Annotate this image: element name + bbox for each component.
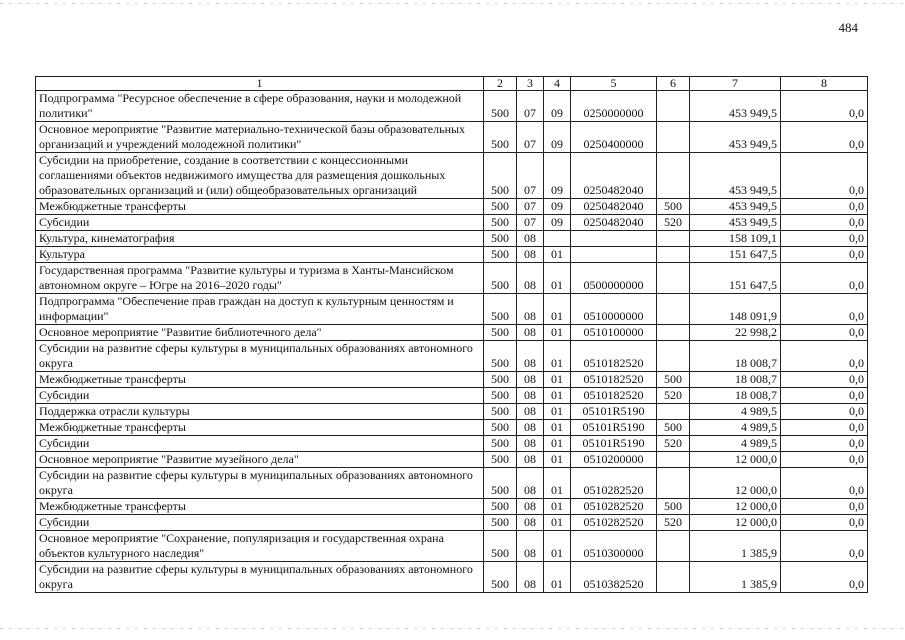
table-cell-col-8: 0,0	[781, 468, 868, 499]
table-row	[36, 468, 868, 499]
table-cell-col-5	[571, 247, 657, 263]
table-cell-col-8: 0,0	[781, 153, 868, 199]
table-cell-col-5: 0510000000	[571, 294, 657, 325]
table-cell-col-3: 08	[517, 562, 544, 593]
table-cell-col-2: 500	[484, 468, 517, 499]
table-cell-col-5: 0510300000	[571, 531, 657, 562]
table-cell-col-3: 08	[517, 341, 544, 372]
table-cell-col-7: 158 109,1	[690, 231, 781, 247]
table-cell-col-3: 08	[517, 247, 544, 263]
table-cell-col-3: 07	[517, 91, 544, 122]
table-cell-col-1: Подпрограмма "Обеспечение прав граждан на доступ к культурным ценностям и информации"	[36, 294, 484, 325]
table-cell-col-6: 520	[657, 436, 690, 452]
column-header-5: 5	[571, 77, 657, 91]
table-row	[36, 420, 868, 436]
table-cell-col-6	[657, 404, 690, 420]
table-cell-col-4: 01	[544, 388, 571, 404]
table-cell-col-4: 01	[544, 372, 571, 388]
table-cell-col-1: Подпрограмма "Ресурсное обеспечение в сфере образования, науки и молодежной политики"	[36, 91, 484, 122]
table-cell-col-4: 01	[544, 499, 571, 515]
table-cell-col-2: 500	[484, 91, 517, 122]
table-cell-col-1: Основное мероприятие "Развитие материально-технической базы образовательных организаций и учреждений молодежной политики"	[36, 122, 484, 153]
table-cell-col-5: 0510182520	[571, 388, 657, 404]
table-row	[36, 436, 868, 452]
table-cell-col-7: 453 949,5	[690, 199, 781, 215]
table-row	[36, 499, 868, 515]
table-cell-col-3: 07	[517, 153, 544, 199]
table-cell-col-7: 18 008,7	[690, 341, 781, 372]
table-cell-col-5: 0510182520	[571, 341, 657, 372]
table-cell-col-4: 01	[544, 436, 571, 452]
table-cell-col-3: 08	[517, 325, 544, 341]
table-cell-col-4: 09	[544, 199, 571, 215]
table-row	[36, 247, 868, 263]
table-cell-col-6	[657, 452, 690, 468]
table-cell-col-1: Субсидии на развитие сферы культуры в муниципальных образованиях автономного округа	[36, 562, 484, 593]
table-cell-col-4: 01	[544, 420, 571, 436]
table-cell-col-8: 0,0	[781, 420, 868, 436]
table-cell-col-7: 453 949,5	[690, 215, 781, 231]
table-cell-col-3: 08	[517, 436, 544, 452]
table-row	[36, 515, 868, 531]
table-row	[36, 153, 868, 199]
table-cell-col-1: Культура, кинематография	[36, 231, 484, 247]
column-header-8: 8	[781, 77, 868, 91]
table-cell-col-2: 500	[484, 562, 517, 593]
table-cell-col-5: 0250482040	[571, 215, 657, 231]
table-cell-col-8: 0,0	[781, 515, 868, 531]
table-cell-col-6	[657, 341, 690, 372]
table-row	[36, 263, 868, 294]
table-cell-col-5: 0250482040	[571, 199, 657, 215]
table-cell-col-1: Поддержка отрасли культуры	[36, 404, 484, 420]
table-cell-col-8: 0,0	[781, 215, 868, 231]
table-cell-col-6: 500	[657, 420, 690, 436]
table-cell-col-6	[657, 231, 690, 247]
table-cell-col-5: 0510282520	[571, 515, 657, 531]
table-cell-col-4: 01	[544, 247, 571, 263]
table-cell-col-8: 0,0	[781, 263, 868, 294]
table-cell-col-2: 500	[484, 531, 517, 562]
table-cell-col-4: 01	[544, 341, 571, 372]
table-cell-col-2: 500	[484, 231, 517, 247]
table-cell-col-1: Субсидии	[36, 215, 484, 231]
table-cell-col-6: 520	[657, 515, 690, 531]
table-cell-col-3: 07	[517, 215, 544, 231]
table-cell-col-7: 151 647,5	[690, 263, 781, 294]
table-cell-col-4: 01	[544, 263, 571, 294]
table-cell-col-6	[657, 294, 690, 325]
table-cell-col-4: 01	[544, 294, 571, 325]
scan-artifact-top	[0, 3, 905, 4]
table-cell-col-7: 12 000,0	[690, 452, 781, 468]
table-cell-col-7: 18 008,7	[690, 372, 781, 388]
column-header-3: 3	[517, 77, 544, 91]
table-cell-col-7: 12 000,0	[690, 499, 781, 515]
table-cell-col-2: 500	[484, 452, 517, 468]
table-cell-col-8: 0,0	[781, 531, 868, 562]
column-header-6: 6	[657, 77, 690, 91]
table-cell-col-3: 08	[517, 452, 544, 468]
table-cell-col-3: 08	[517, 420, 544, 436]
table-cell-col-3: 07	[517, 122, 544, 153]
table-cell-col-2: 500	[484, 247, 517, 263]
table-cell-col-2: 500	[484, 404, 517, 420]
table-cell-col-3: 08	[517, 404, 544, 420]
table-cell-col-5: 05101R5190	[571, 420, 657, 436]
table-cell-col-5: 0510282520	[571, 468, 657, 499]
table-cell-col-8: 0,0	[781, 325, 868, 341]
table-cell-col-7: 453 949,5	[690, 122, 781, 153]
table-cell-col-3: 08	[517, 294, 544, 325]
table-cell-col-2: 500	[484, 153, 517, 199]
budget-table	[35, 76, 868, 593]
table-cell-col-3: 08	[517, 263, 544, 294]
table-cell-col-4: 09	[544, 122, 571, 153]
table-cell-col-1: Субсидии на приобретение, создание в соответствии с концессионными соглашениями объектов недвижимого имущества для размещения дошкольных образовательных организаций и (или) общеобразовательных организаций	[36, 153, 484, 199]
table-cell-col-6: 520	[657, 215, 690, 231]
table-cell-col-2: 500	[484, 499, 517, 515]
table-cell-col-8: 0,0	[781, 562, 868, 593]
table-cell-col-4: 01	[544, 452, 571, 468]
column-header-7: 7	[690, 77, 781, 91]
table-cell-col-4: 01	[544, 515, 571, 531]
table-cell-col-4: 01	[544, 531, 571, 562]
table-cell-col-6	[657, 531, 690, 562]
table-cell-col-8: 0,0	[781, 91, 868, 122]
table-cell-col-1: Субсидии на развитие сферы культуры в муниципальных образованиях автономного округа	[36, 468, 484, 499]
table-cell-col-6	[657, 153, 690, 199]
header-row	[36, 77, 868, 91]
table-cell-col-3: 08	[517, 499, 544, 515]
table-cell-col-4: 01	[544, 562, 571, 593]
table-cell-col-4: 09	[544, 153, 571, 199]
table-cell-col-6: 500	[657, 499, 690, 515]
table-cell-col-8: 0,0	[781, 122, 868, 153]
table-cell-col-8: 0,0	[781, 247, 868, 263]
table-cell-col-4: 09	[544, 91, 571, 122]
table-cell-col-1: Межбюджетные трансферты	[36, 372, 484, 388]
table-cell-col-2: 500	[484, 341, 517, 372]
table-cell-col-5	[571, 231, 657, 247]
table-cell-col-3: 08	[517, 515, 544, 531]
table-cell-col-2: 500	[484, 388, 517, 404]
table-cell-col-6: 500	[657, 199, 690, 215]
table-cell-col-5: 0250400000	[571, 122, 657, 153]
table-cell-col-2: 500	[484, 263, 517, 294]
table-cell-col-6	[657, 562, 690, 593]
table-cell-col-2: 500	[484, 199, 517, 215]
table-cell-col-3: 08	[517, 531, 544, 562]
table-cell-col-7: 1 385,9	[690, 562, 781, 593]
table-cell-col-7: 151 647,5	[690, 247, 781, 263]
table-cell-col-3: 07	[517, 199, 544, 215]
table-cell-col-1: Субсидии	[36, 436, 484, 452]
table-cell-col-2: 500	[484, 122, 517, 153]
table-cell-col-8: 0,0	[781, 404, 868, 420]
table-cell-col-1: Межбюджетные трансферты	[36, 199, 484, 215]
table-cell-col-1: Государственная программа "Развитие культуры и туризма в Ханты-Мансийском автономном округе – Югре на 2016–2020 годы"	[36, 263, 484, 294]
page-number: 484	[838, 20, 858, 35]
table-cell-col-8: 0,0	[781, 388, 868, 404]
table-cell-col-7: 4 989,5	[690, 436, 781, 452]
table-cell-col-7: 18 008,7	[690, 388, 781, 404]
table-cell-col-6: 500	[657, 372, 690, 388]
table-cell-col-5: 0510282520	[571, 499, 657, 515]
table-row	[36, 562, 868, 593]
table-cell-col-1: Межбюджетные трансферты	[36, 420, 484, 436]
table-cell-col-8: 0,0	[781, 452, 868, 468]
table-cell-col-4: 01	[544, 404, 571, 420]
table-cell-col-7: 453 949,5	[690, 91, 781, 122]
table-cell-col-7: 4 989,5	[690, 420, 781, 436]
table-cell-col-1: Субсидии	[36, 515, 484, 531]
column-header-1: 1	[36, 77, 484, 91]
table-cell-col-3: 08	[517, 388, 544, 404]
table-body	[36, 91, 868, 593]
table-cell-col-7: 1 385,9	[690, 531, 781, 562]
table-cell-col-5: 0510382520	[571, 562, 657, 593]
table-cell-col-3: 08	[517, 372, 544, 388]
table-cell-col-1: Культура	[36, 247, 484, 263]
table-cell-col-5: 05101R5190	[571, 436, 657, 452]
table-header	[36, 77, 868, 91]
table-cell-col-7: 12 000,0	[690, 468, 781, 499]
table-cell-col-6	[657, 325, 690, 341]
table-cell-col-8: 0,0	[781, 372, 868, 388]
table-cell-col-6	[657, 263, 690, 294]
table-cell-col-2: 500	[484, 372, 517, 388]
table-cell-col-4: 09	[544, 215, 571, 231]
table-row	[36, 231, 868, 247]
table-cell-col-6: 520	[657, 388, 690, 404]
table-cell-col-1: Субсидии на развитие сферы культуры в муниципальных образованиях автономного округа	[36, 341, 484, 372]
table-cell-col-2: 500	[484, 436, 517, 452]
table-row	[36, 215, 868, 231]
table-cell-col-8: 0,0	[781, 231, 868, 247]
table-row	[36, 452, 868, 468]
table-cell-col-5: 05101R5190	[571, 404, 657, 420]
table-cell-col-2: 500	[484, 325, 517, 341]
table-cell-col-3: 08	[517, 231, 544, 247]
table-cell-col-7: 12 000,0	[690, 515, 781, 531]
table-cell-col-1: Основное мероприятие "Развитие библиотечного дела"	[36, 325, 484, 341]
table-cell-col-5: 0250000000	[571, 91, 657, 122]
table-row	[36, 372, 868, 388]
table-cell-col-6	[657, 468, 690, 499]
table-cell-col-5: 0500000000	[571, 263, 657, 294]
table-cell-col-8: 0,0	[781, 199, 868, 215]
table-cell-col-5: 0250482040	[571, 153, 657, 199]
table-cell-col-6	[657, 247, 690, 263]
table-row	[36, 531, 868, 562]
table-cell-col-6	[657, 122, 690, 153]
table-row	[36, 199, 868, 215]
table-cell-col-4	[544, 231, 571, 247]
table-cell-col-7: 4 989,5	[690, 404, 781, 420]
table-cell-col-1: Субсидии	[36, 388, 484, 404]
table-cell-col-2: 500	[484, 294, 517, 325]
table-cell-col-2: 500	[484, 420, 517, 436]
table-cell-col-8: 0,0	[781, 341, 868, 372]
column-header-2: 2	[484, 77, 517, 91]
table-row	[36, 294, 868, 325]
table-row	[36, 404, 868, 420]
table-cell-col-1: Основное мероприятие "Сохранение, популяризация и государственная охрана объектов культурного наследия"	[36, 531, 484, 562]
table-row	[36, 122, 868, 153]
table-cell-col-5: 0510182520	[571, 372, 657, 388]
table-row	[36, 341, 868, 372]
table-row	[36, 388, 868, 404]
table-cell-col-1: Межбюджетные трансферты	[36, 499, 484, 515]
table-cell-col-8: 0,0	[781, 499, 868, 515]
table-cell-col-1: Основное мероприятие "Развитие музейного дела"	[36, 452, 484, 468]
table-row	[36, 91, 868, 122]
table-cell-col-2: 500	[484, 215, 517, 231]
table-cell-col-7: 453 949,5	[690, 153, 781, 199]
table-cell-col-7: 148 091,9	[690, 294, 781, 325]
scan-artifact-bottom	[0, 628, 905, 629]
table-cell-col-4: 01	[544, 325, 571, 341]
table-cell-col-4: 01	[544, 468, 571, 499]
table-cell-col-3: 08	[517, 468, 544, 499]
table-cell-col-5: 0510100000	[571, 325, 657, 341]
table-cell-col-6	[657, 91, 690, 122]
table-cell-col-5: 0510200000	[571, 452, 657, 468]
table-cell-col-7: 22 998,2	[690, 325, 781, 341]
table-cell-col-2: 500	[484, 515, 517, 531]
table-cell-col-8: 0,0	[781, 294, 868, 325]
column-header-4: 4	[544, 77, 571, 91]
table-row	[36, 325, 868, 341]
table-cell-col-8: 0,0	[781, 436, 868, 452]
